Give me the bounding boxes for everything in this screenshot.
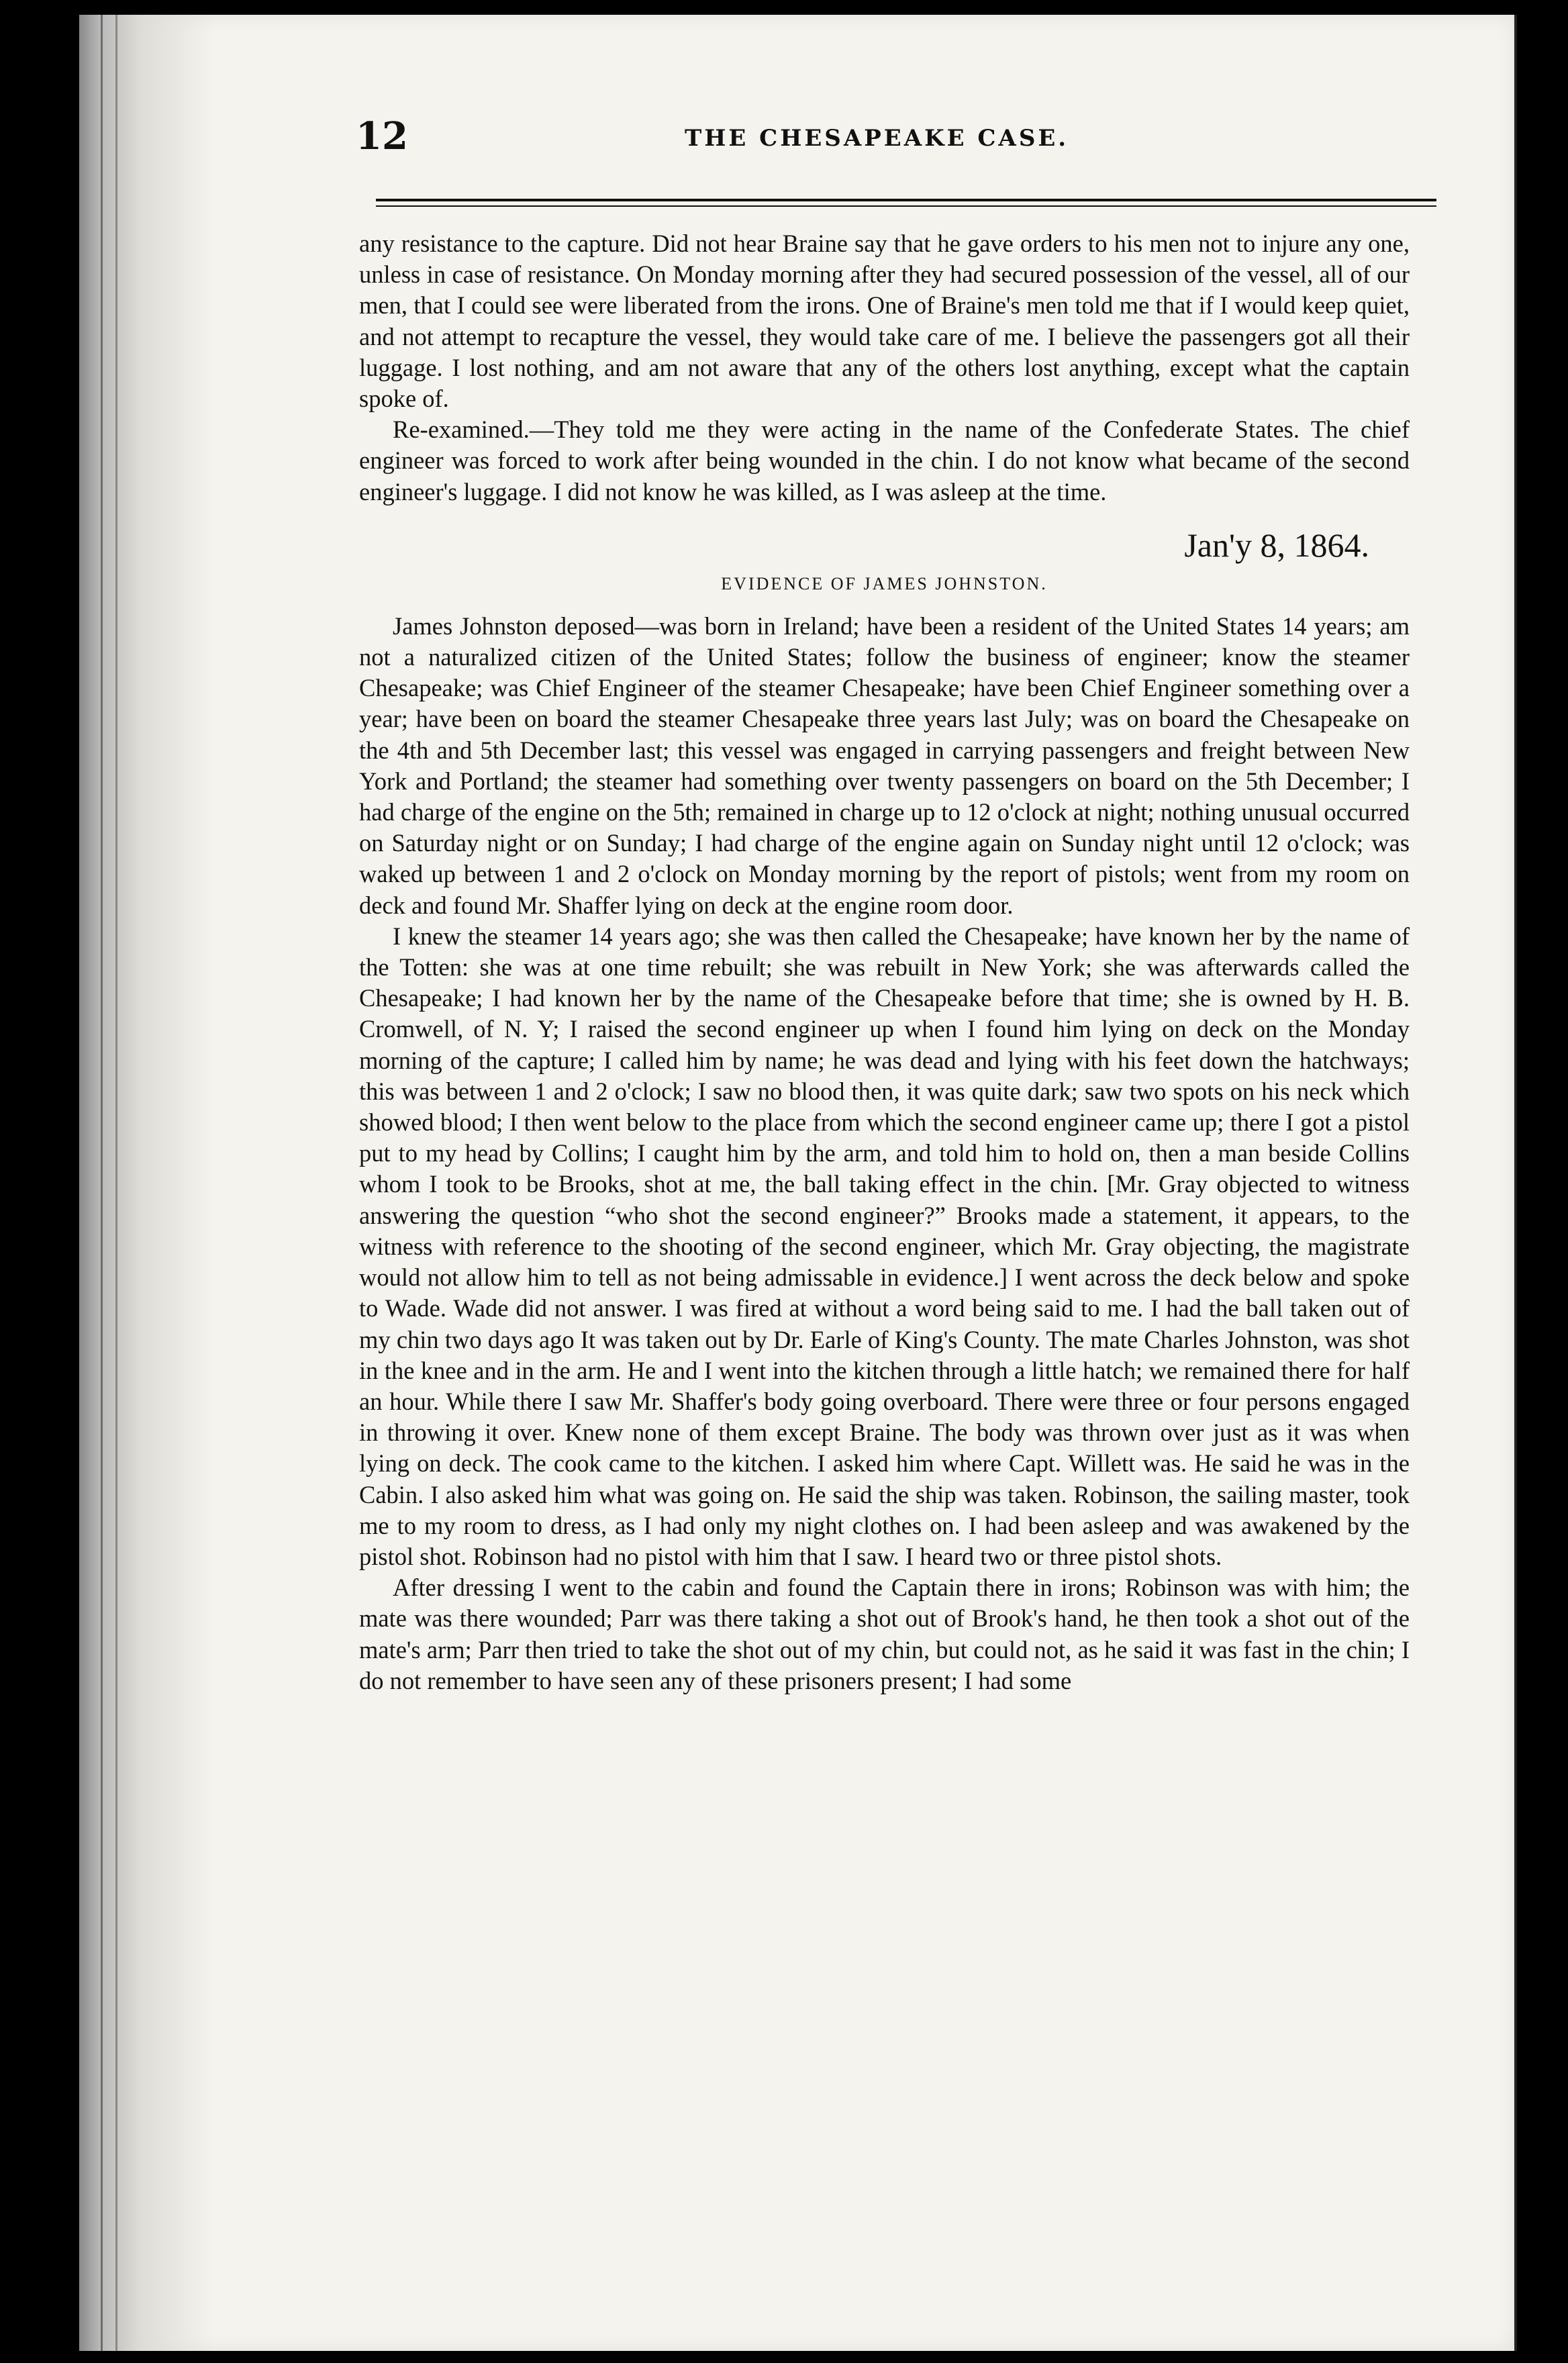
- header-rule: [376, 205, 1436, 207]
- page-gutter-shadow: [79, 15, 213, 2351]
- paragraph: I knew the steamer 14 years ago; she was then called the Chesapeake; have known her by the name of the Totten: she was at one time rebuilt; she was rebuilt in New York; she was afterwards called the Chesapeake; I had known her by the name of the Chesapeake before that time; she is owned by H. B. Cromwell, of N. Y; I raised the second engineer up when I found him lying on deck on the Monday morning of the capture; I called him by name; he was dead and lying with his feet down the hatchways; this was between 1 and 2 o'clock; I saw no blood then, it was quite dark; saw two spots on his neck which showed blood; I then went below to the place from which the second engineer came up; there I got a pistol put to my head by Collins; I caught him by the arm, and told him to hold on, then a man beside Collins whom I took to be Brooks, shot at me, the ball taking effect in the chin. [Mr. Gray objected to witness answering the question “who shot the second engineer?” Brooks made a statement, it appears, to the witness with reference to the shooting of the second engineer, which Mr. Gray objecting, the magistrate would not allow him to tell as not being admissable in evidence.] I went across the deck below and spoke to Wade. Wade did not answer. I was fired at without a word being said to me. I had the ball taken out of my chin two days ago It was taken out by Dr. Earle of King's County. The mate Charles Johnston, was shot in the knee and in the arm. He and I went into the kitchen through a little hatch; we remained there for half an hour. While there I saw Mr. Shaffer's body going overboard. There were three or four persons engaged in throwing it over. Knew none of them except Braine. The body was thrown over just as it was when lying on deck. The cook came to the kitchen. I asked him where Capt. Willett was. He said he was in the Cabin. I also asked him what was going on. He said the ship was taken. Robinson, the sailing master, took me to my room to dress, as I had only my night clothes on. I had been asleep and was awakened by the pistol shot. Robinson had no pistol with him that I saw. I heard two or three pistol shots.: [359, 922, 1410, 1570]
- page-header: [356, 114, 1436, 181]
- header-rule: [376, 199, 1436, 201]
- dateline: Jan'y 8, 1864.: [1184, 526, 1369, 564]
- page-edge-line: [1514, 15, 1517, 2351]
- page-edge-line: [101, 15, 103, 2351]
- paragraph: James Johnston deposed—was born in Ireland; have been a resident of the United States 14 years; am not a naturalized citizen of the United States; follow the business of engineer; know the steamer Chesapeake; was Chief Engineer of the steamer Chesapeake; have been Chief Engineer something over a year; have been on board the steamer Chesapeake three years last July; was on board the Chesapeake on the 4th and 5th December last; this vessel was engaged in carrying passengers and freight between New York and Portland; the steamer had something over twenty passengers on board on the 5th December; I had charge of the engine on the 5th; remained in charge up to 12 o'clock at night; nothing unusual occurred on Saturday night or on Sunday; I had charge of the engine again on Sunday night until 12 o'clock; was waked up between 1 and 2 o'clock on Monday morning by the report of pistols; went from my room on deck and found Mr. Shaffer lying on deck at the engine room door.: [359, 612, 1410, 919]
- page-edge-line: [115, 15, 117, 2351]
- page-body: [359, 228, 1410, 1696]
- running-head: THE CHESAPEAKE CASE.: [685, 125, 1069, 152]
- paragraph: any resistance to the capture. Did not hear Braine say that he gave orders to his men not to injure any one, unless in case of resistance. On Monday morning after they had secured possession of the vessel, all of our men, that I could see were liberated from the irons. One of Braine's men told me that if I would keep quiet, and not attempt to recapture the vessel, they would take care of me. I believe the passengers got all their luggage. I lost nothing, and am not aware that any of the others lost anything, except what the captain spoke of.: [359, 230, 1410, 413]
- page-number: 12: [356, 114, 408, 158]
- section-heading: EVIDENCE OF JAMES JOHNSTON.: [721, 573, 1048, 593]
- paragraph: After dressing I went to the cabin and found the Captain there in irons; Robinson was with him; the mate was there wounded; Parr was there taking a shot out of Brook's hand, he then took a shot out of the mate's arm; Parr then tried to take the shot out of my chin, but could not, as he said it was fast in the chin; I do not remember to have seen any of these prisoners present; I had some: [359, 1574, 1410, 1694]
- paragraph: Re-examined.—They told me they were acting in the name of the Confederate States. The chief engineer was forced to work after being wounded in the chin. I do not know what became of the second engineer's luggage. I did not know he was killed, as I was asleep at the time.: [359, 416, 1410, 505]
